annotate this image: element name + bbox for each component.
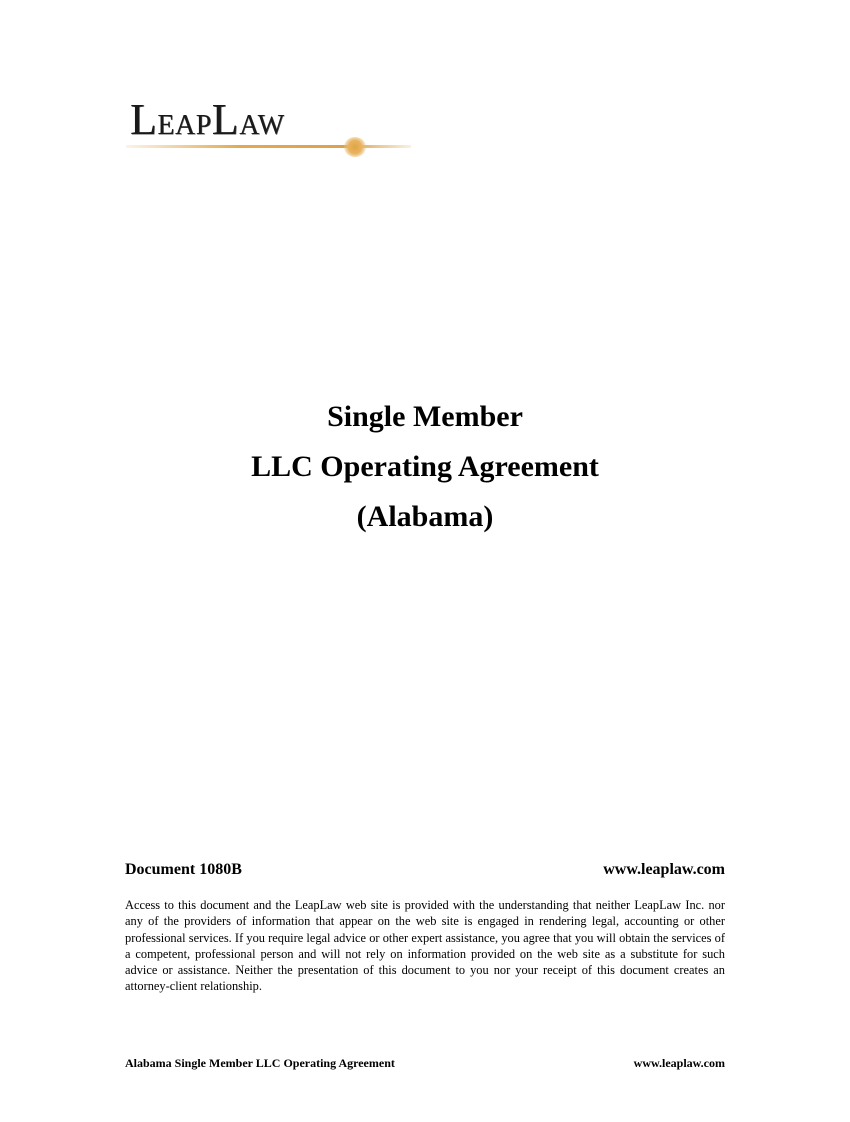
disclaimer-paragraph: Access to this document and the LeapLaw web site is provided with the understanding that neither LeapLaw Inc. nor any of the providers of information that appear on the web site is engaged in rendering legal, accounting or other professional services. If you require legal advice or other expert assistance, you agree that you will obtain the services of a competent, professional person and will not rely on information provided on the web site as a substitute for such advice or assistance. Neither the presentation of this document to you nor your receipt of this document creates an attorney-client relationship.: [125, 898, 725, 994]
page-footer: [125, 1055, 725, 1071]
document-info-row: [125, 860, 725, 880]
logo-text-eap: eap: [157, 98, 212, 143]
logo-wordmark: [130, 95, 285, 144]
logo-underline: [126, 145, 411, 148]
logo-letter-l1: L: [130, 95, 158, 144]
document-number: Document 1080B: [125, 861, 242, 878]
website-link[interactable]: www.leaplaw.com: [603, 861, 725, 878]
logo-text-aw: aw: [239, 98, 285, 143]
title-line-1: Single Member: [327, 400, 523, 433]
title-line-3: (Alabama): [356, 500, 494, 533]
footer-website-link[interactable]: www.leaplaw.com: [633, 1056, 725, 1070]
logo-glow-dot-icon: [344, 137, 366, 157]
document-title: [0, 392, 850, 542]
leaplaw-logo: [126, 95, 416, 160]
title-line-2: LLC Operating Agreement: [251, 450, 599, 483]
logo-letter-l2: L: [211, 95, 240, 144]
footer-document-title: Alabama Single Member LLC Operating Agreement: [125, 1056, 395, 1070]
